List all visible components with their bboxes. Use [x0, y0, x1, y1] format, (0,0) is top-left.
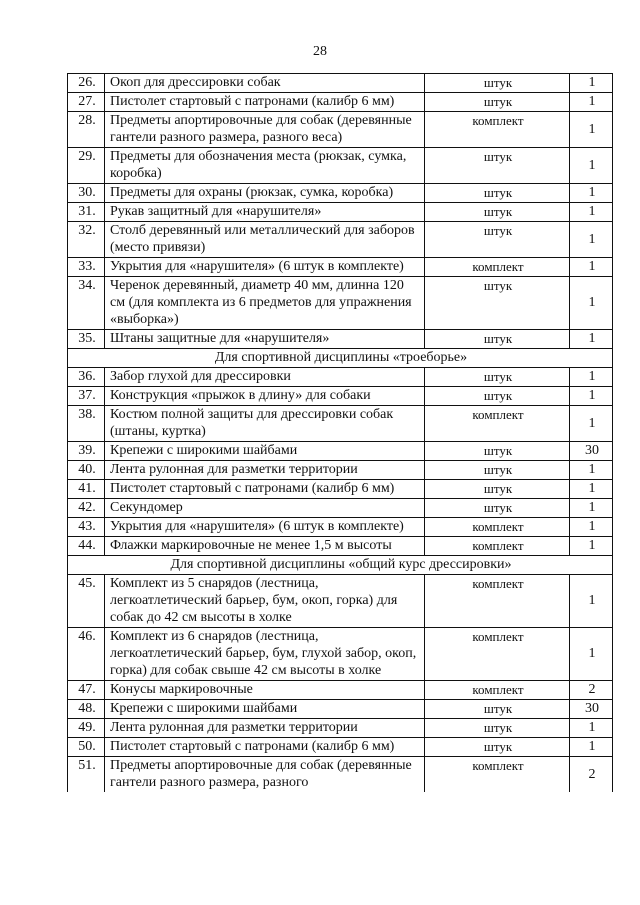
item-quantity: 1 [570, 738, 613, 757]
table-row [68, 681, 613, 700]
item-quantity: 1 [570, 222, 613, 258]
item-quantity: 1 [570, 330, 613, 349]
table-row [68, 480, 613, 499]
item-quantity: 1 [570, 480, 613, 499]
item-number: 37. [68, 387, 105, 406]
item-number: 33. [68, 258, 105, 277]
item-quantity: 1 [570, 518, 613, 537]
item-name: Лента рулонная для разметки территории [105, 461, 425, 480]
item-name: Лента рулонная для разметки территории [105, 719, 425, 738]
item-unit: комплект [425, 258, 570, 277]
item-unit: штук [425, 368, 570, 387]
table-row [68, 74, 613, 93]
item-unit: штук [425, 719, 570, 738]
item-quantity: 30 [570, 700, 613, 719]
item-name: Комплект из 5 снарядов (лестница, легкоатлетический барьер, бум, окоп, горка) для собак до 42 см высоты в холке [105, 575, 425, 628]
item-quantity: 1 [570, 406, 613, 442]
table-row [68, 148, 613, 184]
item-unit: штук [425, 203, 570, 222]
item-unit: комплект [425, 406, 570, 442]
item-name: Столб деревянный или металлический для заборов (место привязи) [105, 222, 425, 258]
equipment-table [67, 73, 613, 793]
table-row [68, 719, 613, 738]
item-unit: штук [425, 499, 570, 518]
table-row [68, 700, 613, 719]
item-quantity: 1 [570, 537, 613, 556]
item-number: 43. [68, 518, 105, 537]
item-quantity: 1 [570, 93, 613, 112]
item-name: Штаны защитные для «нарушителя» [105, 330, 425, 349]
item-number: 39. [68, 442, 105, 461]
item-name: Предметы апортировочные для собак (деревянные гантели разного размера, разного веса) [105, 112, 425, 148]
section-title: Для спортивной дисциплины «общий курс дрессировки» [68, 556, 613, 575]
item-number: 28. [68, 112, 105, 148]
item-unit: штук [425, 184, 570, 203]
item-unit: штук [425, 700, 570, 719]
item-name: Конструкция «прыжок в длину» для собаки [105, 387, 425, 406]
item-number: 30. [68, 184, 105, 203]
item-number: 46. [68, 628, 105, 681]
table-row [68, 277, 613, 330]
item-unit: штук [425, 277, 570, 330]
item-number: 44. [68, 537, 105, 556]
table-row [68, 442, 613, 461]
item-number: 42. [68, 499, 105, 518]
item-name: Пистолет стартовый с патронами (калибр 6 мм) [105, 738, 425, 757]
item-name: Укрытия для «нарушителя» (6 штук в комплекте) [105, 258, 425, 277]
item-quantity: 1 [570, 112, 613, 148]
item-number: 41. [68, 480, 105, 499]
item-name: Окоп для дрессировки собак [105, 74, 425, 93]
table-row [68, 184, 613, 203]
item-quantity: 1 [570, 258, 613, 277]
item-name: Черенок деревянный, диаметр 40 мм, длинна 120 см (для комплекта из 6 предметов для упражнения «выборка») [105, 277, 425, 330]
equipment-table-body [68, 74, 613, 793]
item-name: Пистолет стартовый с патронами (калибр 6 мм) [105, 93, 425, 112]
table-row [68, 575, 613, 628]
item-number: 48. [68, 700, 105, 719]
item-quantity: 2 [570, 757, 613, 793]
table-row [68, 537, 613, 556]
item-quantity: 1 [570, 499, 613, 518]
item-unit: штук [425, 442, 570, 461]
item-number: 34. [68, 277, 105, 330]
item-name: Пистолет стартовый с патронами (калибр 6 мм) [105, 480, 425, 499]
item-unit: комплект [425, 112, 570, 148]
item-number: 47. [68, 681, 105, 700]
page-number: 28 [313, 44, 327, 59]
table-row [68, 461, 613, 480]
table-row [68, 368, 613, 387]
item-name: Крепежи с широкими шайбами [105, 700, 425, 719]
item-number: 35. [68, 330, 105, 349]
item-name: Флажки маркировочные не менее 1,5 м высоты [105, 537, 425, 556]
table-row [68, 738, 613, 757]
item-number: 32. [68, 222, 105, 258]
table-row [68, 93, 613, 112]
table-row [68, 222, 613, 258]
item-unit: штук [425, 148, 570, 184]
item-name: Предметы апортировочные для собак (деревянные гантели разного размера, разного [105, 757, 425, 793]
item-unit: комплект [425, 681, 570, 700]
item-number: 50. [68, 738, 105, 757]
item-number: 31. [68, 203, 105, 222]
item-quantity: 1 [570, 74, 613, 93]
item-unit: комплект [425, 628, 570, 681]
item-quantity: 1 [570, 148, 613, 184]
table-row [68, 628, 613, 681]
item-unit: комплект [425, 537, 570, 556]
item-unit: штук [425, 738, 570, 757]
item-name: Забор глухой для дрессировки [105, 368, 425, 387]
item-unit: комплект [425, 757, 570, 793]
item-name: Конусы маркировочные [105, 681, 425, 700]
item-name: Комплект из 6 снарядов (лестница, легкоатлетический барьер, бум, глухой забор, окоп, горка) для собак свыше 42 см высоты в холке [105, 628, 425, 681]
table-row [68, 112, 613, 148]
item-unit: комплект [425, 575, 570, 628]
item-unit: штук [425, 74, 570, 93]
item-unit: комплект [425, 518, 570, 537]
item-number: 36. [68, 368, 105, 387]
item-quantity: 1 [570, 203, 613, 222]
item-unit: штук [425, 480, 570, 499]
item-number: 51. [68, 757, 105, 793]
item-unit: штук [425, 222, 570, 258]
item-quantity: 1 [570, 719, 613, 738]
table-row [68, 518, 613, 537]
item-quantity: 1 [570, 277, 613, 330]
table-row [68, 499, 613, 518]
item-quantity: 1 [570, 461, 613, 480]
item-quantity: 1 [570, 368, 613, 387]
item-number: 38. [68, 406, 105, 442]
item-number: 40. [68, 461, 105, 480]
item-number: 49. [68, 719, 105, 738]
item-quantity: 1 [570, 628, 613, 681]
item-number: 29. [68, 148, 105, 184]
item-number: 26. [68, 74, 105, 93]
section-header-row [68, 349, 613, 368]
section-header-row [68, 556, 613, 575]
section-title: Для спортивной дисциплины «троеборье» [68, 349, 613, 368]
item-name: Укрытия для «нарушителя» (6 штук в комплекте) [105, 518, 425, 537]
table-row [68, 258, 613, 277]
item-quantity: 2 [570, 681, 613, 700]
table-row [68, 757, 613, 793]
table-row [68, 387, 613, 406]
item-quantity: 1 [570, 575, 613, 628]
item-name: Предметы для охраны (рюкзак, сумка, коробка) [105, 184, 425, 203]
table-row [68, 406, 613, 442]
item-quantity: 1 [570, 387, 613, 406]
item-unit: штук [425, 387, 570, 406]
item-number: 45. [68, 575, 105, 628]
item-quantity: 30 [570, 442, 613, 461]
item-name: Костюм полной защиты для дрессировки собак (штаны, куртка) [105, 406, 425, 442]
item-name: Рукав защитный для «нарушителя» [105, 203, 425, 222]
item-number: 27. [68, 93, 105, 112]
item-unit: штук [425, 330, 570, 349]
item-unit: штук [425, 461, 570, 480]
table-row [68, 203, 613, 222]
item-name: Секундомер [105, 499, 425, 518]
item-name: Предметы для обозначения места (рюкзак, сумка, коробка) [105, 148, 425, 184]
item-unit: штук [425, 93, 570, 112]
item-name: Крепежи с широкими шайбами [105, 442, 425, 461]
item-quantity: 1 [570, 184, 613, 203]
table-row [68, 330, 613, 349]
